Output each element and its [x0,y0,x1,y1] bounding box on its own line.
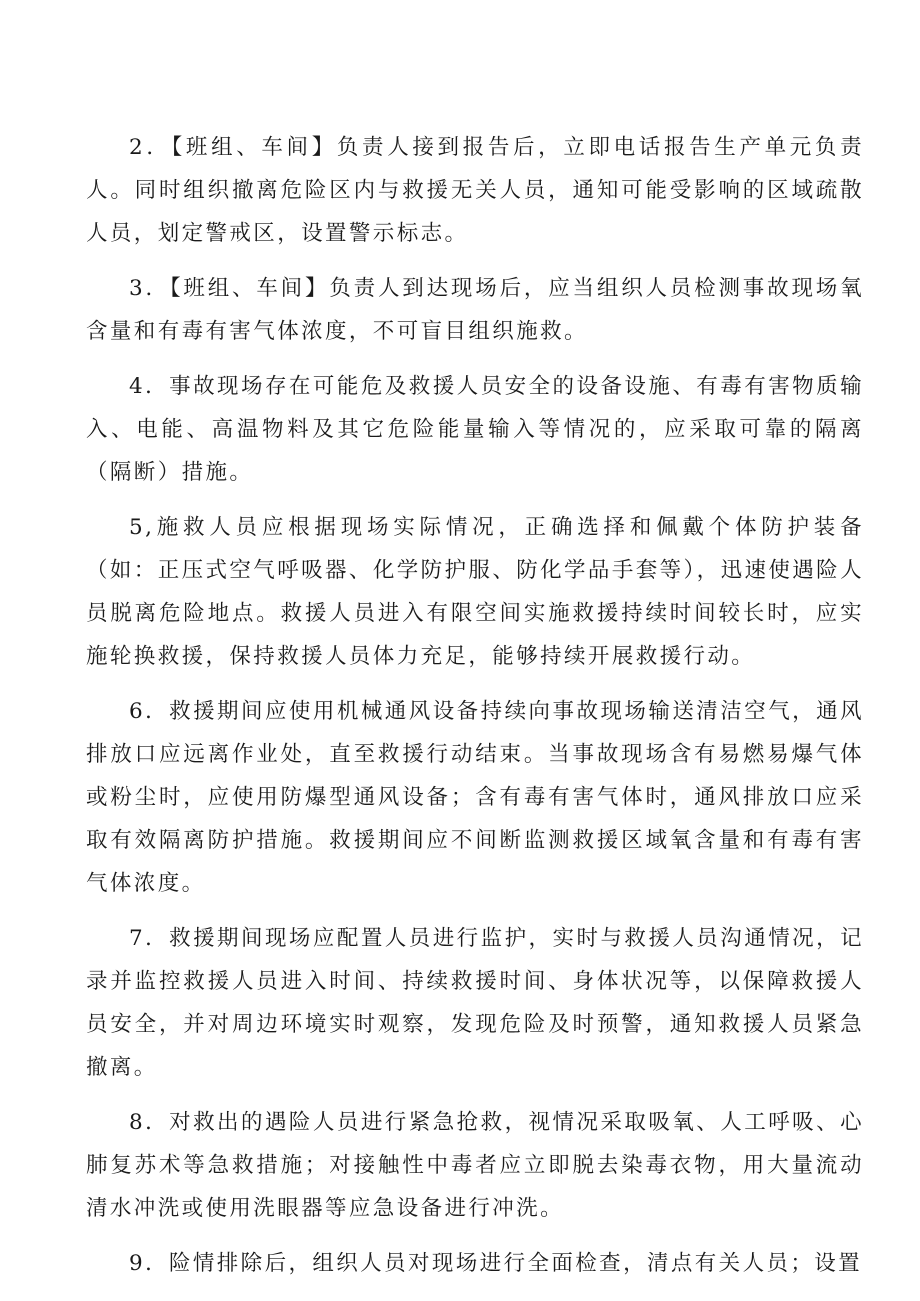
paragraph-item-6: 6．救援期间应使用机械通风设备持续向事故现场输送清洁空气，通风排放口应远离作业处，直至救援行动结束。当事故现场含有易燃易爆气体或粉尘时，应使用防爆型通风设备；含有毒有害气体时，通风排放口应采取有效隔离防护措施。救援期间应不间断监测救援区域氧含量和有毒有害气体浓度。 [86,699,864,896]
paragraph-item-7: 7．救援期间现场应配置人员进行监护，实时与救援人员沟通情况，记录并监控救援人员进入时间、持续救援时间、身体状况等，以保障救援人员安全，并对周边环境实时观察，发现危险及时预警，通知救援人员紧急撤离。 [86,926,864,1080]
document-page [86,126,864,1297]
paragraph-item-2: 2．【班组、车间】负责人接到报告后，立即电话报告生产单元负责人。同时组织撤离危险区内与救援无关人员，通知可能受影响的区域疏散人员，划定警戒区，设置警示标志。 [86,135,864,246]
paragraph-item-3: 3．【班组、车间】负责人到达现场后，应当组织人员检测事故现场氧含量和有毒有害气体浓度，不可盲目组织施救。 [86,276,864,344]
paragraph-item-9: 9．险情排除后，组织人员对现场进行全面检查，清点有关人员；设置 [129,1251,863,1276]
paragraph-item-5: 5,施救人员应根据现场实际情况，正确选择和佩戴个体防护装备（如：正压式空气呼吸器、化学防护服、防化学品手套等），迅速使遇险人员脱离危险地点。救援人员进入有限空间实施救援持续时间较长时，应实施轮换救援，保持救援人员体力充足，能够持续开展救援行动。 [86,515,864,669]
paragraph-item-4: 4．事故现场存在可能危及救援人员安全的设备设施、有毒有害物质输入、电能、高温物料及其它危险能量输入等情况的，应采取可靠的隔离（隔断）措施。 [86,374,864,485]
paragraph-item-8: 8．对救出的遇险人员进行紧急抢救，视情况采取吸氧、人工呼吸、心肺复苏术等急救措施；对接触性中毒者应立即脱去染毒衣物，用大量流动清水冲洗或使用洗眼器等应急设备进行冲洗。 [86,1110,864,1221]
